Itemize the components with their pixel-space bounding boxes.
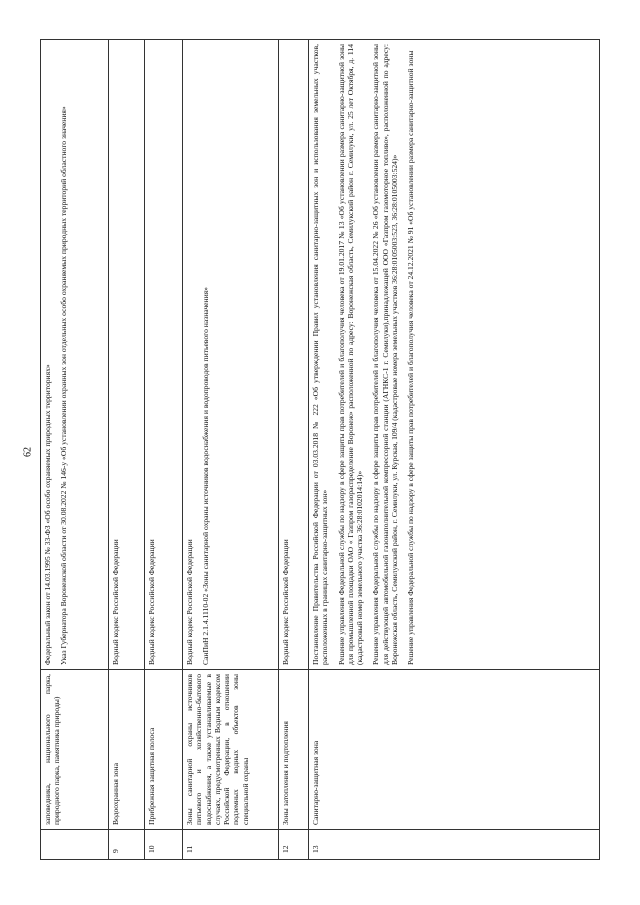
row-number: 9 [109,830,145,860]
table-row [109,40,145,860]
zone-name: заповедника, национального парка, природного парка, памятника природы) [41,670,109,830]
doc-item: Решение управления Федеральной службы по надзору в сфере защиты прав потребителей и благополучия человека от 15.04.2022 № 26 «Об установлении размера санитарно-защитной зоны для действующей автомобильной газонаполнительной компрессорной станции (АГНКС-1 г. Семилуки),принадлежащей ООО «Газпром газомоторное топливо», расположенной по адресу: Воронежская область, Семилукский район, г. Семилуки, ул. Курская, 109/4 (кадастровые номера земельных участков 36:28:0105003:523, 36:28:0105003:524)» [371,44,399,665]
doc-item: Водный кодекс Российской Федерации [111,539,120,665]
doc-item: Федеральный закон от 14.03.1995 № 33-ФЗ «Об особо охраняемых природных территориях» [43,364,52,665]
zone-name: Прибрежная защитная полоса [145,670,183,830]
table-row [145,40,183,860]
doc-item: Указ Губернатора Воронежской области от 30.08.2022 № 146-у «Об установлении охранных зон отдельных особо охраняемых природных территорий областного значения» [59,106,69,665]
zones-table [40,39,600,860]
doc-item: Решение управления Федеральной службы по надзору в сфере защиты прав потребителей и благополучия человека от 24.12.2021 № 91 «Об установлении размера санитарно-защитной зоны [406,50,415,665]
zone-docs [183,40,279,670]
page-number: 62 [22,447,34,457]
row-number: 12 [279,830,309,860]
zone-docs [145,40,183,670]
zone-docs [309,40,600,670]
zone-name: Зоны санитарной охраны источников питьевого и хозяйственно-бытового водоснабжения, а также устанавливаемые в случаях, предусмотренных Водным кодексом Российской Федерации, в отношении подземных водных объектов зоны специальной охраны [183,670,279,830]
zone-name: Водоохранная зона [109,670,145,830]
row-number: 13 [309,830,600,860]
table-row [279,40,309,860]
table-row [309,40,600,860]
row-number: 11 [183,830,279,860]
doc-item: Водный кодекс Российской Федерации [185,539,194,665]
zone-docs [279,40,309,670]
doc-item: СанПиН 2.1.4.1110-02 «Зоны санитарной охраны источников водоснабжения и водопроводов питьевого назначения» [201,287,211,665]
zone-name: Санитарно-защитная зона [309,670,600,830]
rotated-sheet [40,40,600,860]
doc-item: Водный кодекс Российской Федерации [281,539,290,665]
table-row [183,40,279,860]
row-number [41,830,109,860]
doc-item: Решение управления Федеральной службы по надзору в сфере защиты прав потребителей и благополучия человека от 19.01.2017 № 13 «Об установлении размера санитарно-защитной зоны для промышленной площадки ОАО « Газпром газораспределение Воронеж» расположенной по адресу: Воронежская область, Семилукский район г. Семилуки, ул. 25 лет Октября, д. 114 (кадастровый номер земельного участка 36:28:0102014:14)» [336,44,364,665]
zone-name: Зоны затопления и подтопления [279,670,309,830]
doc-item: Постановление Правительства Российской Федерации от 03.03.2018 № 222 «Об утверждении Правил установления санитарно-защитных зон и использования земельных участков, расположенных в границах санитарно-защитных зон» [311,44,330,665]
table-row [41,40,109,860]
doc-item: Водный кодекс Российской Федерации [147,539,156,665]
row-number: 10 [145,830,183,860]
zone-docs [41,40,109,670]
zone-docs [109,40,145,670]
